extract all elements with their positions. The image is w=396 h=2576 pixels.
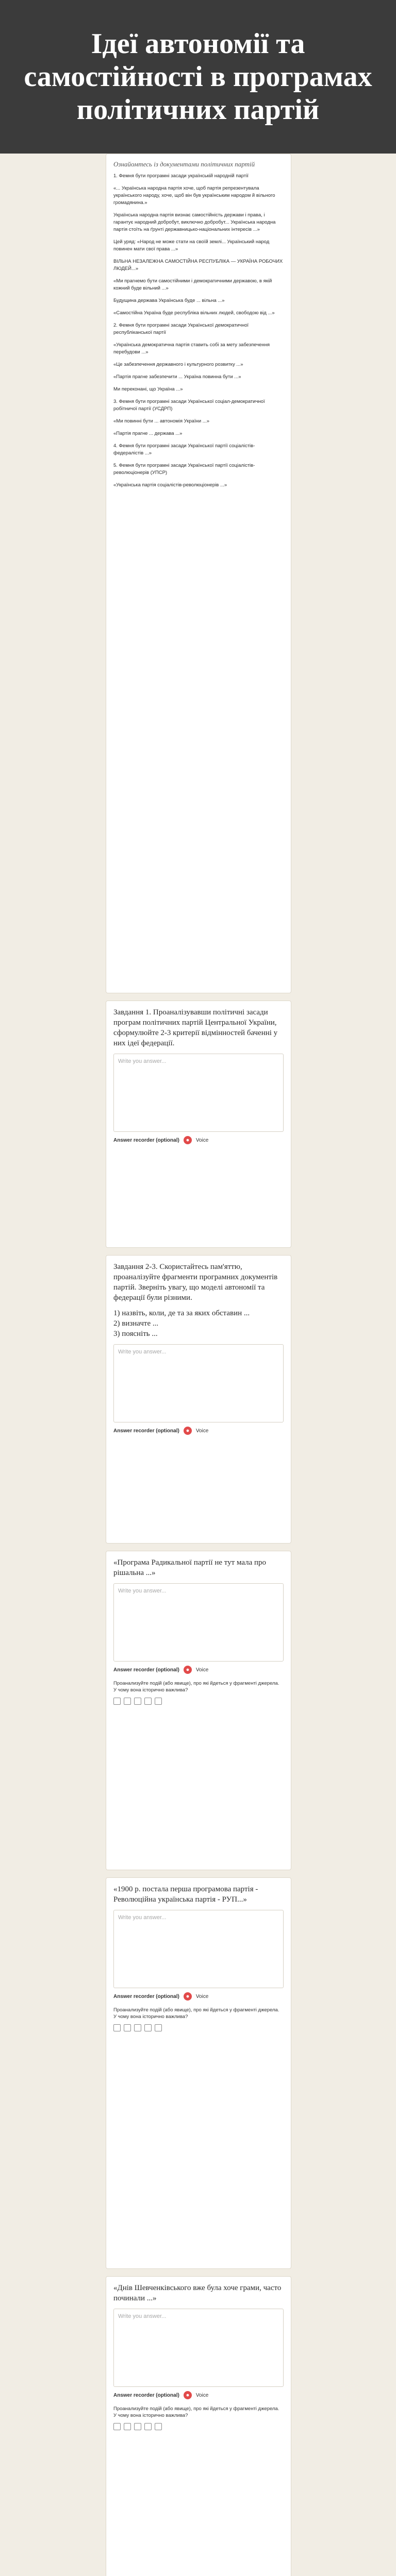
content-container: [106, 154, 291, 2576]
task-title: «1900 р. постала перша програмова партія - Революційна українська партія - РУП...»: [113, 1885, 258, 1904]
voice-label: Voice: [195, 1993, 209, 1999]
answer-recorder: [113, 1427, 284, 1435]
rating-group: [113, 1698, 284, 1705]
answer-recorder: [113, 1992, 284, 2001]
doc-paragraph: ВІЛЬНА НЕЗАЛЕЖНА САМОСТІЙНА РЕСПУБЛІКА — УКРАЇНА РОБОЧИХ ЛЮДЕЙ...»: [113, 259, 283, 272]
task-title: Завдання 1. Проаналізувавши політичні засади програм політичних партій Центральної України, сформулюйте 2-3 критерії відмінностей баченні у них ідеї федерації.: [113, 1008, 278, 1047]
rating-group: [113, 2024, 284, 2031]
answer-area: [113, 2309, 284, 2387]
doc-paragraph: 2. Фемня бути програмні засади Української демократичної республіканської партії: [113, 323, 249, 335]
rating-option[interactable]: [155, 1698, 162, 1705]
voice-label: Voice: [195, 1137, 209, 1143]
answer-area: [113, 1583, 284, 1662]
voice-label: Voice: [195, 1667, 209, 1673]
rating-option[interactable]: [113, 1698, 121, 1705]
mic-icon: [186, 1138, 190, 1142]
mic-icon: [186, 1429, 190, 1433]
record-button[interactable]: [184, 1666, 192, 1674]
rating-option[interactable]: [144, 1698, 152, 1705]
answer-recorder: [113, 1136, 284, 1144]
task-card-3: [106, 1551, 291, 1870]
page-header: [0, 0, 396, 154]
rating-question: Проанализуйте подій (або явище), про які йдеться у фрагменті джерела. У чому вона історично важлива?: [113, 2406, 279, 2418]
doc-paragraph: «... Українська народна партія хоче, щоб партія репрезентувала українського народу, хоче, щоб він був українським народом й вільного громадянина.»: [113, 185, 275, 206]
task-question: 1) назвіть, коли, де та за яких обставин ...: [113, 1309, 250, 1317]
answer-area: [113, 1344, 284, 1422]
rating-option[interactable]: [144, 2024, 152, 2031]
rating-group: [113, 2423, 284, 2430]
rating-question: Проанализуйте подій (або явище), про які йдеться у фрагменті джерела. У чому вона історично важлива?: [113, 1681, 279, 1693]
answer-area: [113, 1054, 284, 1132]
doc-paragraph: Ми переконані, що Україна ...»: [113, 386, 183, 392]
rating-option[interactable]: [134, 2024, 141, 2031]
recorder-label: Answer recorder (optional): [113, 1428, 179, 1434]
documents-body: [113, 173, 284, 489]
answer-input[interactable]: [114, 1054, 283, 1131]
page-title: Ідеї автономії та самостійності в програмах політичних партій: [24, 28, 372, 126]
rating-option[interactable]: [124, 1698, 131, 1705]
recorder-label: Answer recorder (optional): [113, 1667, 179, 1673]
doc-paragraph: Будущина держава Українська буде ... вільна ...»: [113, 298, 225, 303]
answer-input[interactable]: [114, 1910, 283, 1988]
task-card-2: [106, 1255, 291, 1544]
doc-paragraph: «Самостійна Україна буде республіка вільних людей, свободою від ...»: [113, 310, 275, 316]
answer-recorder: [113, 2391, 284, 2399]
doc-paragraph: «Це забезпечення державного і культурного розвитку ...»: [113, 362, 243, 367]
doc-paragraph: «Партія прагне ... держава ...»: [113, 431, 183, 436]
task-question: 2) визначте ...: [113, 1319, 159, 1328]
doc-paragraph: «Українська демократична партія ставить собі за мету забезпечення перебудови ...»: [113, 342, 270, 355]
answer-input[interactable]: [114, 1584, 283, 1661]
task-card-4: [106, 1877, 291, 2269]
doc-paragraph: Українська народна партія визнає самостійність держави і права, і гарантує народний добробут, виключно добробут... Українська народна партія стоїть на ґрунті державницько-національних інтересів ...»: [113, 212, 276, 232]
doc-paragraph: «Ми прагнемо бути самостійними і демократичними державою, в якій кожний буде вільний ...»: [113, 278, 272, 291]
documents-heading: Ознайомтесь із документами політичних партій: [113, 160, 255, 168]
task-question: 3) поясніть ...: [113, 1330, 158, 1338]
voice-label: Voice: [195, 2392, 209, 2398]
task-card-5: [106, 2276, 291, 2576]
recorder-label: Answer recorder (optional): [113, 2392, 179, 2398]
mic-icon: [186, 1994, 190, 1998]
mic-icon: [186, 1668, 190, 1672]
rating-option[interactable]: [124, 2423, 131, 2430]
answer-input[interactable]: [114, 1345, 283, 1422]
recorder-label: Answer recorder (optional): [113, 1137, 179, 1143]
rating-option[interactable]: [134, 2423, 141, 2430]
doc-paragraph: «Українська партія соціалістів-революціонерів ...»: [113, 482, 227, 488]
doc-paragraph: 4. Фемня бути програмні засади Української партії соціалістів-федералістів ...»: [113, 443, 255, 456]
doc-paragraph: 5. Фемня бути програмні засади Української партії соціалістів-революціонерів (УПСР): [113, 463, 255, 476]
rating-option[interactable]: [144, 2423, 152, 2430]
record-button[interactable]: [184, 2391, 192, 2399]
documents-card: [106, 154, 291, 993]
rating-option[interactable]: [124, 2024, 131, 2031]
answer-area: [113, 1910, 284, 1988]
doc-paragraph: 3. Фемня бути програмні засади Української соціал-демократичної робітничої партії (УСДРП): [113, 399, 265, 412]
record-button[interactable]: [184, 1427, 192, 1435]
task-card-1: [106, 1001, 291, 1248]
rating-option[interactable]: [155, 2024, 162, 2031]
doc-paragraph: «Ми повинні бути ... автономія України ...»: [113, 418, 209, 424]
doc-paragraph: 1. Фемня бути програмні засади українській народній партії: [113, 173, 249, 179]
answer-input[interactable]: [114, 2309, 283, 2386]
rating-option[interactable]: [155, 2423, 162, 2430]
rating-option[interactable]: [134, 1698, 141, 1705]
rating-question: Проанализуйте подій (або явище), про які йдеться у фрагменті джерела. У чому вона історично важлива?: [113, 2007, 279, 2020]
doc-paragraph: Цей уряд: «Народ не може стати на своїй землі... Український народ повинен мати свої права ...»: [113, 239, 270, 252]
task-title: «Програма Радикальної партії не тут мала про рішальна ...»: [113, 1558, 267, 1577]
rating-option[interactable]: [113, 2024, 121, 2031]
task-title: «Днів Шевченківського вже була хоче грами, часто починали ...»: [113, 2284, 282, 2302]
mic-icon: [186, 2393, 190, 2397]
doc-paragraph: «Партія прагне забезпечити ... Україна повинна бути ...»: [113, 374, 241, 380]
record-button[interactable]: [184, 1136, 192, 1144]
voice-label: Voice: [195, 1428, 209, 1434]
rating-option[interactable]: [113, 2423, 121, 2430]
task-title: Завдання 2-3. Скористайтесь пам'яттю, проаналізуйте фрагменти програмних документів партій. Зверніть увагу, що моделі автономії та федерації були різними.: [113, 1263, 278, 1302]
recorder-label: Answer recorder (optional): [113, 1993, 179, 1999]
record-button[interactable]: [184, 1992, 192, 2001]
answer-recorder: [113, 1666, 284, 1674]
